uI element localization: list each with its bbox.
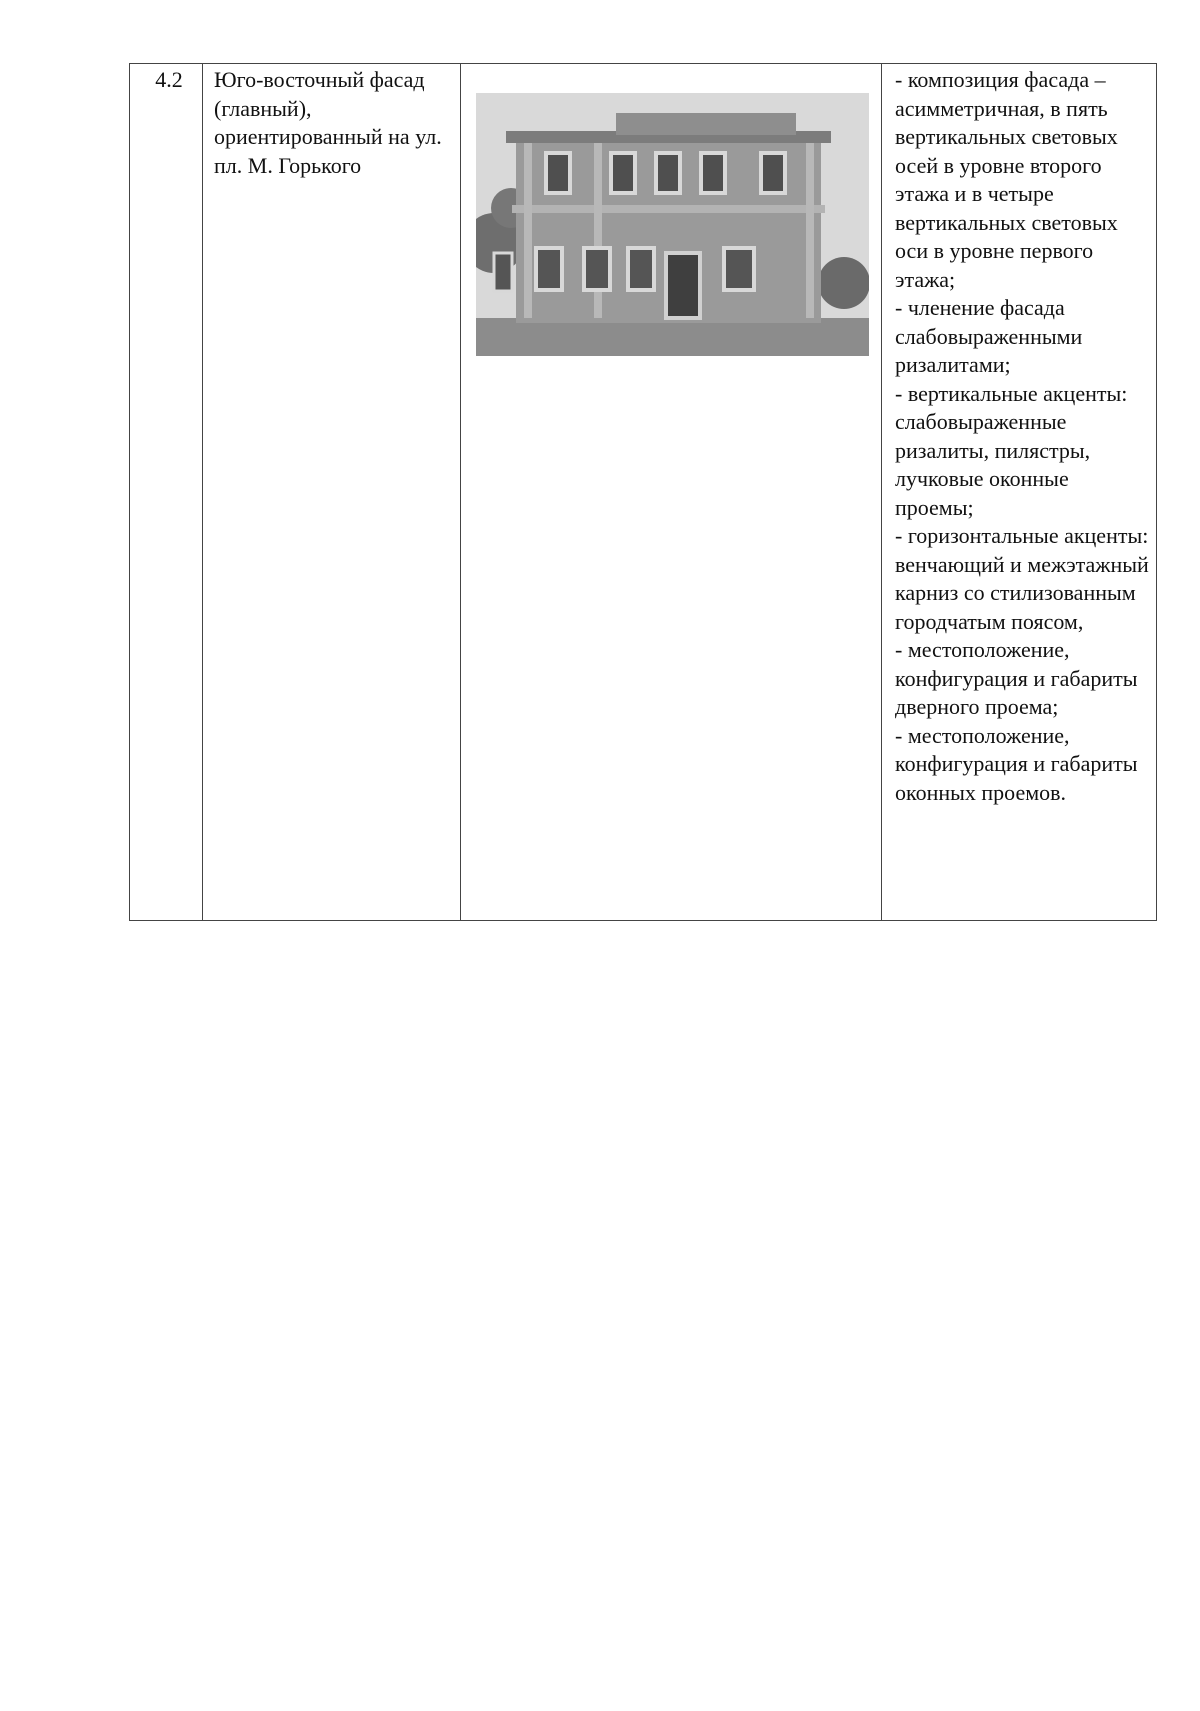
facade-name: Юго-восточный фасад (главный), ориентированный на ул. пл. М. Горького <box>214 67 442 178</box>
facade-name-cell <box>203 64 461 921</box>
row-number-cell <box>130 64 203 921</box>
photo-cell <box>461 64 882 921</box>
facade-table <box>129 63 1157 921</box>
row-number: 4.2 <box>155 67 183 92</box>
facade-description: - композиция фасада – асимметричная, в пять вертикальных световых осей в уровне второго этажа и в четыре вертикальных световых оси в уровне первого этажа; - членение фасада слабовыраженными ризалитами; - вертикальные акценты: слабовыраженные ризалиты, пилястры, лучковые оконные проемы; - горизонтальные акценты: венчающий и межэтажный карниз со стилизованным городчатым поясом, - местоположение, конфигурация и габариты дверного проема; - местоположение, конфигурация и габариты оконных проемов. <box>895 67 1149 805</box>
photo-wrap <box>461 64 881 356</box>
table-row <box>130 64 1157 921</box>
building-facade-photo <box>476 93 869 356</box>
description-cell <box>882 64 1157 921</box>
